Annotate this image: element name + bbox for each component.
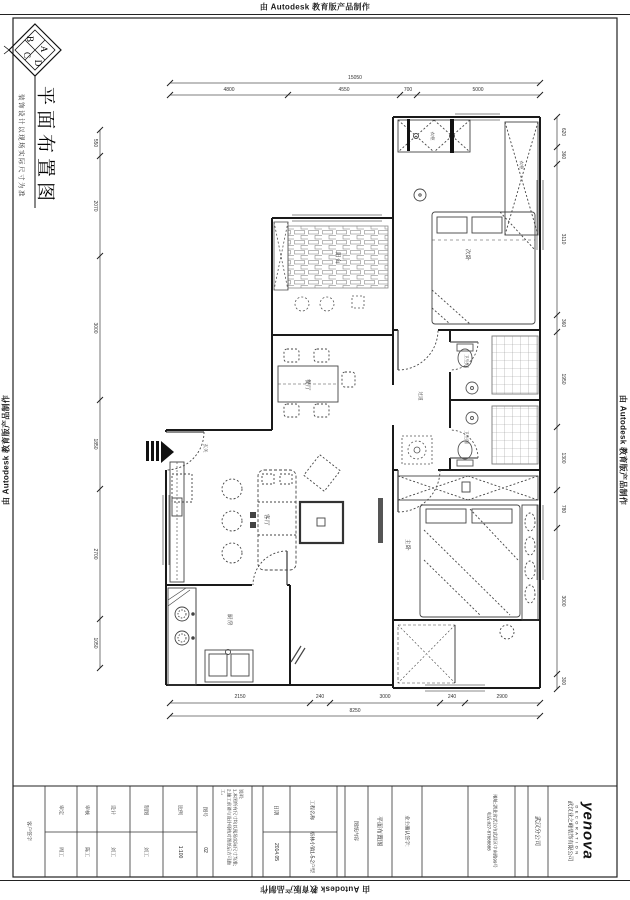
- dim-bottom-seg0: 2150: [234, 694, 246, 700]
- autodesk-banner-top: 由 Autodesk 教育版产品制作: [259, 2, 371, 12]
- titleblock-sign-label: 客户签字: [25, 820, 32, 842]
- titleblock-field2-label: 设计: [109, 804, 116, 816]
- dim-right-3: 360: [560, 318, 566, 328]
- room-label-entry: 玄关: [203, 443, 208, 453]
- dim-bottom-seg3: 240: [447, 694, 457, 700]
- notes-line2: 2.施工前请与设计师核对图纸后方可施工。: [221, 789, 232, 865]
- dining-furniture: [278, 349, 355, 417]
- dim-right-4: 1950: [560, 373, 566, 385]
- dim-top-seg3: 5000: [472, 87, 484, 93]
- address-line2: 电话:027-87888888: [486, 811, 491, 851]
- balcony-items: [274, 222, 388, 311]
- dim-right-1: 360: [560, 150, 566, 160]
- dim-left-4: 2700: [92, 548, 98, 560]
- titleblock-project-value: 格林小镇1-5-2户型: [308, 831, 315, 873]
- living-furniture: [170, 455, 383, 582]
- titleblock-field1-value: 陈工: [83, 846, 90, 858]
- dim-top-seg1: 4550: [338, 87, 350, 93]
- titleblock-customer-confirm: 业主确认签字:: [403, 815, 410, 847]
- dim-bottom-seg4: 2900: [496, 694, 508, 700]
- room-label-bedroom2: 次卧: [464, 248, 470, 262]
- room-label-bath2: 卫生间: [464, 430, 469, 444]
- bedroom2-furniture: [398, 119, 538, 370]
- company-name: 武汉业之峰装饰有限公司: [566, 800, 573, 862]
- dim-left-3: 1850: [92, 438, 98, 450]
- autodesk-banner-right: 由 Autodesk 教育版产品制作: [618, 394, 628, 506]
- titleblock-notes: [220, 789, 243, 873]
- compass-letter-c: C: [22, 51, 32, 59]
- room-label-master: 主卧: [404, 538, 410, 552]
- dim-bottom-seg2: 3000: [379, 694, 391, 700]
- titleblock-field2-value: 刘工: [109, 846, 116, 858]
- compass-letter-b: B: [25, 35, 35, 43]
- dim-left-5: 1050: [92, 637, 98, 649]
- autodesk-banner-bottom: 由 Autodesk 教育版产品制作: [259, 884, 371, 894]
- titleblock-field5-value: 02: [202, 847, 208, 853]
- titleblock-field1-label: 审核: [83, 804, 90, 816]
- kitchen-fixtures: [168, 551, 305, 685]
- windows: [163, 114, 543, 691]
- titleblock-sheet-value: 平面布置图: [375, 815, 382, 847]
- titleblock-field5-label: 图号: [201, 806, 208, 818]
- notes-line1: 1.本图所有尺寸均以现场实际尺寸为准;: [232, 789, 238, 867]
- dim-right-7: 3000: [560, 595, 566, 607]
- compass-letter-d: D: [33, 59, 43, 67]
- room-label-dining: 餐厅: [304, 378, 310, 392]
- master-furniture: [398, 470, 538, 683]
- dim-bottom-seg1: 240: [315, 694, 325, 700]
- walls: [166, 117, 540, 688]
- titleblock-field4-value: 1:100: [177, 845, 183, 859]
- room-label-balcony: 阳台: [334, 251, 340, 265]
- titleblock-branch: 武汉分公司: [533, 815, 540, 847]
- walls-light: [196, 588, 455, 683]
- dim-top-seg0: 4800: [223, 87, 235, 93]
- dim-top-seg2: 700: [403, 87, 413, 93]
- entry-items: [146, 432, 204, 502]
- address-line1: 地址:湖北省武汉市武昌区中南路99号: [492, 794, 498, 868]
- dim-right-2: 3110: [560, 233, 566, 245]
- titleblock-date-value: 2014.05: [273, 842, 279, 862]
- titleblock-project-label: 工程名称: [308, 799, 315, 821]
- room-label-wardrobe-a: 衣柜: [430, 131, 435, 141]
- titleblock-date-label: 日期: [272, 804, 279, 816]
- page-subtitle: 装饰设计以现场实际尺寸为准: [17, 94, 25, 198]
- room-label-kitchen: 厨房: [226, 613, 232, 627]
- compass-letter-a: A: [39, 45, 49, 53]
- dim-left-2: 3000: [92, 322, 98, 334]
- room-label-bath1: 卫生间: [464, 354, 469, 368]
- corridor-items: [402, 436, 432, 464]
- page-title: 平面布置图: [34, 85, 56, 207]
- company-logo: [567, 787, 596, 875]
- titleblock-field0-label: 审定: [57, 804, 64, 816]
- titleblock-field4-label: 比例: [176, 804, 183, 816]
- notes-title: 说明:: [238, 789, 244, 800]
- room-label-living: 客厅: [263, 513, 269, 527]
- dim-right-8: 300: [560, 676, 566, 686]
- dim-right-6: 780: [560, 504, 566, 514]
- titleblock-sheet-label: 图纸内容: [352, 820, 359, 842]
- dim-bottom-total: 8250: [349, 708, 361, 714]
- dim-right-0: 620: [560, 127, 566, 137]
- room-label-wardrobe-b: 衣柜: [519, 160, 524, 170]
- titleblock-address: [485, 789, 498, 873]
- logo-text: yenova: [579, 802, 597, 860]
- title-block-grid: [45, 786, 548, 877]
- dim-right-5: 1300: [560, 452, 566, 464]
- autodesk-banner-left: 由 Autodesk 教育版产品制作: [1, 394, 11, 506]
- room-label-corridor: 过道: [418, 391, 423, 401]
- titleblock-field3-value: 刘工: [142, 846, 149, 858]
- dim-top-total: 15050: [348, 75, 362, 81]
- logo-subtext: DECORATION: [574, 805, 580, 857]
- dim-left-0: 550: [92, 138, 98, 148]
- dim-left-1: 2070: [92, 200, 98, 212]
- titleblock-field3-label: 制图: [142, 804, 149, 816]
- titleblock-field0-value: 周工: [57, 846, 64, 858]
